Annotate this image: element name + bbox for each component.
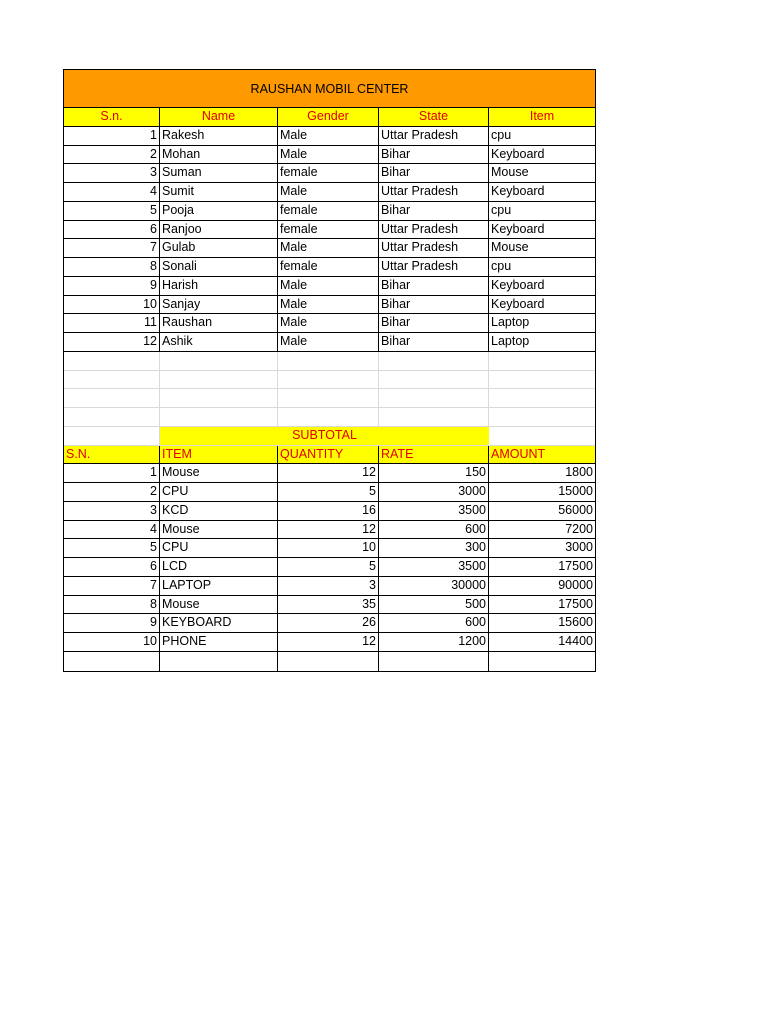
table-row — [64, 239, 595, 258]
table-row — [64, 202, 595, 221]
empty-row — [64, 408, 595, 427]
table-cell[interactable]: 12 — [278, 464, 379, 482]
table-cell[interactable]: Male — [278, 146, 379, 164]
table-cell[interactable]: 16 — [278, 502, 379, 520]
table-row — [64, 464, 595, 483]
table-cell[interactable]: Sonali — [160, 258, 278, 276]
table-cell[interactable]: Keyboard — [491, 277, 545, 292]
table-cell[interactable]: Laptop — [491, 315, 530, 330]
spreadsheet — [63, 69, 596, 672]
empty-cell[interactable] — [278, 352, 379, 370]
table-row — [64, 596, 595, 615]
table-cell[interactable]: cpu — [491, 202, 512, 217]
table-cell[interactable]: 7200 — [565, 521, 593, 536]
table-cell[interactable]: female — [278, 164, 379, 182]
table-cell[interactable]: Suman — [160, 164, 278, 182]
table-cell[interactable]: 9 — [64, 277, 160, 295]
table-cell[interactable]: Male — [278, 127, 379, 145]
table-cell[interactable]: Mohan — [160, 146, 278, 164]
table-cell[interactable]: 3500 — [379, 558, 489, 576]
empty-cell[interactable] — [160, 371, 278, 389]
empty-cell[interactable] — [160, 408, 278, 426]
table-cell[interactable]: Pooja — [160, 202, 278, 220]
table-cell[interactable]: 7 — [64, 239, 160, 257]
table-cell[interactable]: Male — [278, 277, 379, 295]
title-row — [64, 70, 595, 108]
header-cell[interactable]: State — [379, 108, 489, 126]
table-cell[interactable]: Sanjay — [160, 296, 278, 314]
table-cell[interactable]: Raushan — [160, 314, 278, 332]
table-cell[interactable]: Bihar — [379, 202, 489, 220]
table-cell[interactable]: 10 — [278, 539, 379, 557]
table-cell[interactable]: 3 — [64, 164, 160, 182]
table-row — [64, 577, 595, 596]
table-cell[interactable]: Keyboard — [491, 221, 545, 236]
table-cell[interactable]: 8 — [64, 596, 160, 614]
table-cell[interactable]: 12 — [278, 633, 379, 651]
table-row — [64, 633, 595, 652]
table-cell[interactable]: Ranjoo — [160, 221, 278, 239]
empty-cell[interactable] — [64, 652, 160, 671]
empty-cell[interactable] — [489, 352, 595, 370]
table-cell[interactable]: Laptop — [491, 334, 530, 348]
table-row — [64, 614, 595, 633]
customers-table-body — [64, 127, 595, 352]
table-row — [64, 183, 595, 202]
header-cell[interactable]: AMOUNT — [491, 446, 546, 461]
table-cell[interactable]: CPU — [160, 483, 278, 501]
table-cell[interactable]: 1200 — [379, 633, 489, 651]
empty-row — [64, 652, 595, 671]
empty-cell[interactable] — [489, 389, 595, 407]
table-cell[interactable]: Keyboard — [491, 146, 545, 161]
sheet-title: RAUSHAN MOBIL CENTER — [250, 81, 409, 96]
empty-cell[interactable] — [278, 389, 379, 407]
table-cell[interactable]: 6 — [64, 221, 160, 239]
table-cell[interactable]: Bihar — [379, 277, 489, 295]
table-cell[interactable]: 90000 — [558, 577, 593, 592]
subtotal-row — [64, 427, 595, 446]
table-cell[interactable]: 5 — [278, 483, 379, 501]
table-cell[interactable]: cpu — [491, 127, 512, 142]
table-cell[interactable]: 3500 — [379, 502, 489, 520]
table-cell[interactable]: LCD — [160, 558, 278, 576]
table-cell[interactable]: 500 — [379, 596, 489, 614]
empty-cell[interactable] — [489, 652, 595, 671]
table-cell[interactable]: 1800 — [565, 465, 593, 480]
sales-table-body — [64, 464, 595, 652]
table-cell[interactable]: KCD — [160, 502, 278, 520]
table-row — [64, 558, 595, 577]
table-row — [64, 258, 595, 277]
table-cell[interactable]: Male — [278, 333, 379, 351]
table-cell[interactable]: Keyboard — [491, 184, 545, 198]
empty-row — [64, 352, 595, 371]
table-row — [64, 146, 595, 165]
table-row — [64, 127, 595, 146]
table-cell[interactable]: 600 — [379, 614, 489, 632]
table-cell[interactable]: 5 — [64, 539, 160, 557]
table-cell[interactable]: 14400 — [558, 634, 593, 648]
empty-cell[interactable] — [278, 371, 379, 389]
table-cell[interactable]: Bihar — [379, 296, 489, 314]
table-cell[interactable]: 3 — [64, 502, 160, 520]
table-cell[interactable]: Male — [278, 296, 379, 314]
table-row — [64, 221, 595, 240]
empty-cell[interactable] — [64, 408, 160, 426]
table-cell[interactable]: Uttar Pradesh — [379, 258, 489, 276]
table-cell[interactable]: 15000 — [558, 484, 593, 498]
empty-cell[interactable] — [379, 408, 489, 426]
table-cell[interactable]: Gulab — [160, 239, 278, 257]
table-cell[interactable]: 300 — [379, 539, 489, 557]
empty-cell[interactable] — [160, 652, 278, 671]
subtotal-label[interactable]: SUBTOTAL — [160, 427, 489, 445]
table-cell[interactable]: 3 — [278, 577, 379, 595]
table-row — [64, 333, 595, 352]
table-cell[interactable]: Uttar Pradesh — [379, 183, 489, 201]
table-cell[interactable]: 56000 — [558, 502, 593, 517]
empty-cell[interactable] — [64, 371, 160, 389]
header-cell[interactable]: Item — [529, 109, 555, 123]
table-cell[interactable]: 17500 — [558, 596, 593, 611]
header-cell[interactable]: RATE — [379, 446, 489, 464]
empty-row — [64, 389, 595, 408]
empty-cell[interactable] — [379, 652, 489, 671]
table-cell[interactable]: 3000 — [379, 483, 489, 501]
table-cell[interactable]: Male — [278, 183, 379, 201]
table-cell[interactable]: 12 — [64, 333, 160, 351]
table-cell[interactable]: Harish — [160, 277, 278, 295]
table-cell[interactable]: Keyboard — [491, 296, 545, 311]
table-row — [64, 539, 595, 558]
header-cell[interactable]: Name — [160, 108, 278, 126]
table-cell[interactable]: Bihar — [379, 146, 489, 164]
empty-cell[interactable] — [379, 371, 489, 389]
header-cell[interactable]: Gender — [278, 108, 379, 126]
table-row — [64, 502, 595, 521]
table-cell[interactable]: 35 — [278, 596, 379, 614]
table-cell[interactable]: 15600 — [558, 615, 593, 630]
empty-cell[interactable] — [278, 652, 379, 671]
empty-cell[interactable] — [64, 427, 160, 445]
table-cell[interactable]: Mouse — [160, 596, 278, 614]
empty-row — [64, 371, 595, 390]
table-cell[interactable]: female — [278, 258, 379, 276]
table-cell[interactable]: LAPTOP — [160, 577, 278, 595]
table-cell[interactable]: 2 — [64, 483, 160, 501]
customers-header-row — [64, 108, 595, 127]
table-cell[interactable]: 8 — [64, 258, 160, 276]
table-cell[interactable]: 4 — [64, 183, 160, 201]
table-cell[interactable]: Uttar Pradesh — [379, 221, 489, 239]
table-cell[interactable]: 26 — [278, 614, 379, 632]
table-cell[interactable]: 600 — [379, 521, 489, 539]
table-cell[interactable]: Uttar Pradesh — [379, 127, 489, 145]
table-cell[interactable]: 7 — [64, 577, 160, 595]
header-cell[interactable]: ITEM — [160, 446, 278, 464]
empty-cell[interactable] — [160, 389, 278, 407]
empty-cell[interactable] — [379, 352, 489, 370]
sales-header-row — [64, 446, 595, 465]
table-cell[interactable]: Mouse — [160, 521, 278, 539]
header-cell[interactable]: S.N. — [64, 446, 160, 464]
table-row — [64, 164, 595, 183]
table-cell[interactable]: 5 — [278, 558, 379, 576]
table-row — [64, 314, 595, 333]
table-cell[interactable]: 3000 — [565, 540, 593, 555]
table-cell[interactable]: 9 — [64, 614, 160, 632]
table-cell[interactable]: 6 — [64, 558, 160, 576]
table-cell[interactable]: Bihar — [379, 333, 489, 351]
table-cell[interactable]: Male — [278, 314, 379, 332]
table-cell[interactable]: female — [278, 202, 379, 220]
table-cell[interactable]: 10 — [64, 296, 160, 314]
table-cell[interactable]: Mouse — [160, 464, 278, 482]
table-cell[interactable]: Bihar — [379, 314, 489, 332]
table-cell[interactable]: PHONE — [160, 633, 278, 651]
table-cell[interactable]: Bihar — [379, 164, 489, 182]
empty-cell[interactable] — [489, 371, 595, 389]
table-cell[interactable]: Ashik — [160, 333, 278, 351]
table-cell[interactable]: KEYBOARD — [160, 614, 278, 632]
empty-cell[interactable] — [489, 408, 595, 426]
table-cell[interactable]: Mouse — [491, 165, 529, 180]
empty-cell[interactable] — [379, 389, 489, 407]
table-cell[interactable]: 1 — [64, 464, 160, 482]
table-cell[interactable]: 12 — [278, 521, 379, 539]
table-cell[interactable]: Uttar Pradesh — [379, 239, 489, 257]
table-cell[interactable]: Male — [278, 239, 379, 257]
table-cell[interactable]: 10 — [64, 633, 160, 651]
empty-cell[interactable] — [160, 352, 278, 370]
table-row — [64, 521, 595, 540]
table-cell[interactable]: Rakesh — [160, 127, 278, 145]
empty-cell[interactable] — [64, 389, 160, 407]
header-cell[interactable]: S.n. — [64, 108, 160, 126]
table-cell[interactable]: 2 — [64, 146, 160, 164]
table-cell[interactable]: 11 — [64, 314, 160, 332]
table-cell[interactable]: 4 — [64, 521, 160, 539]
table-row — [64, 483, 595, 502]
table-cell[interactable]: 5 — [64, 202, 160, 220]
table-cell[interactable]: female — [278, 221, 379, 239]
table-row — [64, 296, 595, 315]
empty-cell[interactable] — [64, 352, 160, 370]
table-cell[interactable]: CPU — [160, 539, 278, 557]
table-cell[interactable]: 150 — [379, 464, 489, 482]
table-cell[interactable]: Mouse — [491, 240, 529, 255]
table-cell[interactable]: 30000 — [379, 577, 489, 595]
table-cell[interactable]: 17500 — [558, 559, 593, 573]
empty-cell[interactable] — [489, 427, 595, 445]
header-cell[interactable]: QUANTITY — [278, 446, 379, 464]
table-cell[interactable]: cpu — [491, 259, 512, 273]
table-row — [64, 277, 595, 296]
empty-cell[interactable] — [278, 408, 379, 426]
table-cell[interactable]: Sumit — [160, 183, 278, 201]
table-cell[interactable]: 1 — [64, 127, 160, 145]
